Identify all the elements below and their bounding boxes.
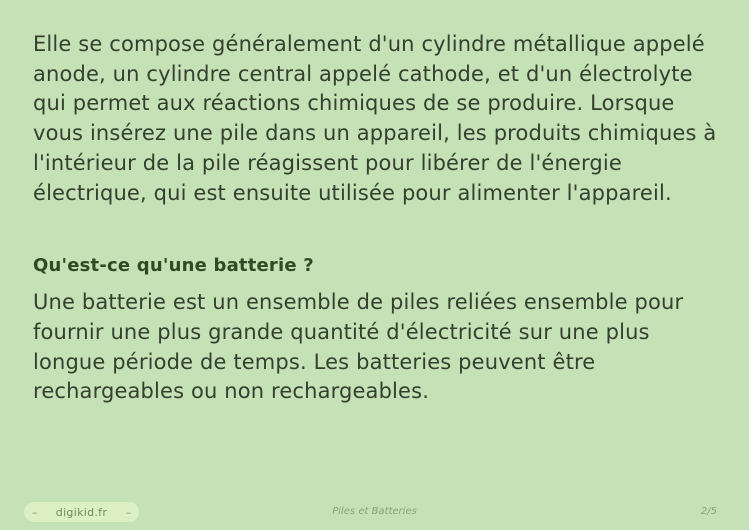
page-number: 2/5 [700, 506, 717, 517]
brand-dash-right: – [125, 505, 131, 519]
page-content [33, 30, 723, 407]
section-paragraph: Une batterie est un ensemble de piles reliées ensemble pour fournir une plus grande quantité d'électricité sur une plus longue période de temps. Les batteries peuvent être rechargeables ou non rechargeables. [33, 290, 684, 404]
page-footer [0, 500, 749, 524]
document-title: Piles et Batteries [332, 506, 417, 517]
intro-paragraph: Elle se compose généralement d'un cylindre métallique appelé anode, un cylindre central appelé cathode, et d'un électrolyte qui permet aux réactions chimiques de se produire. Lorsque vous insérez une pile dans un appareil, les produits chimiques à l'intérieur de la pile réagissent pour libérer de l'énergie électrique, qui est ensuite utilisée pour alimenter l'appareil. [33, 32, 717, 205]
section-heading: Qu'est-ce qu'une batterie ? [33, 255, 314, 277]
brand-name: digikid.fr [55, 505, 108, 519]
brand-dash-left: – [32, 505, 38, 519]
